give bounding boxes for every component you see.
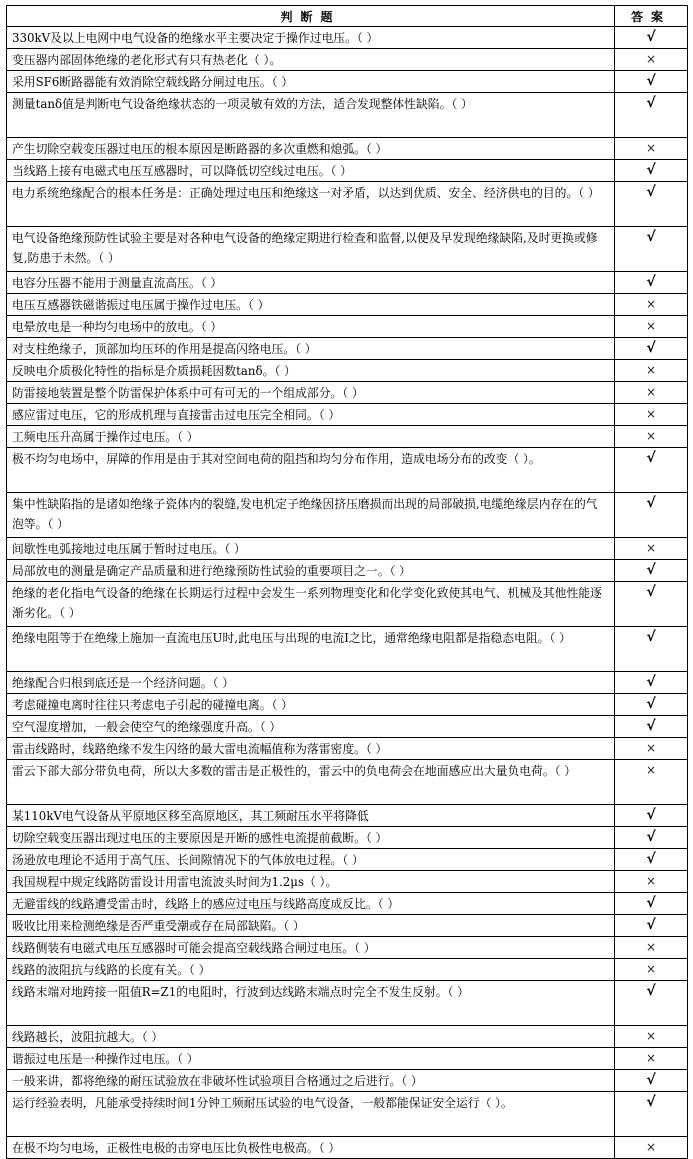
question-cell: 切除空载变压器出现过电压的主要原因是开断的感性电流提前截断。（ ） bbox=[7, 827, 615, 849]
table-row bbox=[7, 294, 688, 316]
table-row bbox=[7, 448, 688, 493]
question-cell: 考虑碰撞电离时往往只考虑电子引起的碰撞电离。（ ） bbox=[7, 694, 615, 716]
question-cell: 线路侧装有电磁式电压互感器时可能会提高空载线路合闸过电压。（ ） bbox=[7, 937, 615, 959]
question-cell: 绝缘的老化指电气设备的绝缘在长期运行过程中会发生一系列物理变化和化学变化致使其电气、机械及其他性能逐渐劣化。（ ） bbox=[7, 582, 615, 627]
question-cell: 感应雷过电压，它的形成机理与直接雷击过电压完全相同。（ ） bbox=[7, 404, 615, 426]
question-cell: 汤逊放电理论不适用于高气压、长间隙情况下的气体放电过程。（ ） bbox=[7, 849, 615, 871]
question-cell: 绝缘电阻等于在绝缘上施加一直流电压U时,此电压与出现的电流I之比，通常绝缘电阻都是指稳态电阻。（ ） bbox=[7, 627, 615, 672]
table-row bbox=[7, 1137, 688, 1159]
table-row bbox=[7, 27, 688, 49]
question-cell: 电容分压器不能用于测量直流高压。（ ） bbox=[7, 272, 615, 294]
answer-cell: × bbox=[615, 1048, 688, 1070]
answer-cell: × bbox=[615, 138, 688, 160]
table-row bbox=[7, 160, 688, 182]
question-cell: 对支柱绝缘子，顶部加均压环的作用是提高闪络电压。（ ） bbox=[7, 338, 615, 360]
answer-cell: √ bbox=[615, 93, 688, 138]
answer-cell: × bbox=[615, 426, 688, 448]
answer-cell: √ bbox=[615, 560, 688, 582]
question-cell: 空气湿度增加，一般会使空气的绝缘强度升高。（ ） bbox=[7, 716, 615, 738]
answer-cell: × bbox=[615, 1137, 688, 1159]
table-row bbox=[7, 582, 688, 627]
answer-cell: √ bbox=[615, 849, 688, 871]
question-cell: 产生切除空载变压器过电压的根本原因是断路器的多次重燃和熄弧。（ ） bbox=[7, 138, 615, 160]
question-cell: 反映电介质极化特性的指标是介质损耗因数tanδ。（ ） bbox=[7, 360, 615, 382]
table-row bbox=[7, 694, 688, 716]
answer-cell: × bbox=[615, 959, 688, 981]
answer-cell: × bbox=[615, 871, 688, 893]
question-cell: 线路越长，波阻抗越大。（ ） bbox=[7, 1026, 615, 1048]
table-row bbox=[7, 716, 688, 738]
answer-cell: × bbox=[615, 360, 688, 382]
table-row bbox=[7, 360, 688, 382]
table-row bbox=[7, 49, 688, 71]
answer-cell: √ bbox=[615, 338, 688, 360]
question-cell: 线路的波阻抗与线路的长度有关。（ ） bbox=[7, 959, 615, 981]
answer-cell: √ bbox=[615, 272, 688, 294]
table-row bbox=[7, 272, 688, 294]
question-cell: 某110kV电气设备从平原地区移至高原地区，其工频耐压水平将降低 bbox=[7, 805, 615, 827]
table-row bbox=[7, 915, 688, 937]
table-row bbox=[7, 1048, 688, 1070]
question-cell: 雷击线路时，线路绝缘不发生闪络的最大雷电流幅值称为落雷密度。（ ） bbox=[7, 738, 615, 760]
answer-cell: √ bbox=[615, 716, 688, 738]
question-cell: 一般来讲，都将绝缘的耐压试验放在非破坏性试验项目合格通过之后进行。（ ） bbox=[7, 1070, 615, 1092]
table-row bbox=[7, 893, 688, 915]
table-row bbox=[7, 959, 688, 981]
table-row bbox=[7, 1092, 688, 1137]
question-cell: 电压互感器铁磁谐振过电压属于操作过电压。（ ） bbox=[7, 294, 615, 316]
question-column-header: 判断题 bbox=[7, 6, 615, 27]
table-row bbox=[7, 338, 688, 360]
answer-cell: × bbox=[615, 382, 688, 404]
question-cell: 雷云下部大部分带负电荷，所以大多数的雷击是正极性的，雷云中的负电荷会在地面感应出大量负电荷。（ ） bbox=[7, 760, 615, 805]
question-cell: 运行经验表明，凡能承受持续时间1分钟工频耐压试验的电气设备，一般都能保证安全运行（ ）。 bbox=[7, 1092, 615, 1137]
question-cell: 谐振过电压是一种操作过电压。（ ） bbox=[7, 1048, 615, 1070]
table-row bbox=[7, 1070, 688, 1092]
table-row bbox=[7, 426, 688, 448]
true-false-quiz-table bbox=[6, 5, 688, 1159]
answer-cell: × bbox=[615, 1026, 688, 1048]
question-cell: 间歇性电弧接地过电压属于暂时过电压。（ ） bbox=[7, 538, 615, 560]
answer-column-header: 答案 bbox=[615, 6, 688, 27]
question-cell: 测量tanδ值是判断电气设备绝缘状态的一项灵敏有效的方法，适合发现整体性缺陷。（ ） bbox=[7, 93, 615, 138]
answer-cell: √ bbox=[615, 1092, 688, 1137]
question-cell: 当线路上接有电磁式电压互感器时，可以降低切空线过电压。（ ） bbox=[7, 160, 615, 182]
table-row bbox=[7, 182, 688, 227]
answer-cell: × bbox=[615, 738, 688, 760]
table-row bbox=[7, 71, 688, 93]
question-cell: 吸收比用来检测绝缘是否严重受潮或存在局部缺陷。（ ） bbox=[7, 915, 615, 937]
question-cell: 集中性缺陷指的是诸如绝缘子瓷体内的裂缝,发电机定子绝缘因挤压磨损而出现的局部破损,电缆绝缘层内存在的气泡等。（ ） bbox=[7, 493, 615, 538]
table-row bbox=[7, 805, 688, 827]
answer-cell: √ bbox=[615, 981, 688, 1026]
table-row bbox=[7, 404, 688, 426]
question-cell: 330kV及以上电网中电气设备的绝缘水平主要决定于操作过电压。（ ） bbox=[7, 27, 615, 49]
table-row bbox=[7, 1026, 688, 1048]
answer-cell: √ bbox=[615, 160, 688, 182]
answer-cell: √ bbox=[615, 71, 688, 93]
table-row bbox=[7, 760, 688, 805]
question-cell: 绝缘配合归根到底还是一个经济问题。（ ） bbox=[7, 672, 615, 694]
table-row bbox=[7, 627, 688, 672]
answer-cell: √ bbox=[615, 582, 688, 627]
answer-cell: √ bbox=[615, 805, 688, 827]
question-cell: 变压器内部固体绝缘的老化形式有只有热老化（ ）。 bbox=[7, 49, 615, 71]
answer-cell: × bbox=[615, 404, 688, 426]
answer-cell: √ bbox=[615, 448, 688, 493]
answer-cell: × bbox=[615, 760, 688, 805]
question-cell: 无避雷线的线路遭受雷击时，线路上的感应过电压与线路高度成反比。（ ） bbox=[7, 893, 615, 915]
question-cell: 工频电压升高属于操作过电压。（ ） bbox=[7, 426, 615, 448]
answer-cell: √ bbox=[615, 1070, 688, 1092]
question-cell: 防雷接地装置是整个防雷保护体系中可有可无的一个组成部分。（ ） bbox=[7, 382, 615, 404]
answer-cell: × bbox=[615, 538, 688, 560]
table-row bbox=[7, 538, 688, 560]
question-cell: 电晕放电是一种均匀电场中的放电。（ ） bbox=[7, 316, 615, 338]
answer-cell: √ bbox=[615, 227, 688, 272]
table-row bbox=[7, 227, 688, 272]
question-cell: 电力系统绝缘配合的根本任务是：正确处理过电压和绝缘这一对矛盾，以达到优质、安全、经济供电的目的。（ ） bbox=[7, 182, 615, 227]
answer-cell: × bbox=[615, 937, 688, 959]
answer-cell: × bbox=[615, 49, 688, 71]
answer-cell: √ bbox=[615, 893, 688, 915]
table-row bbox=[7, 672, 688, 694]
answer-cell: √ bbox=[615, 672, 688, 694]
table-row bbox=[7, 871, 688, 893]
question-cell: 电气设备绝缘预防性试验主要是对各种电气设备的绝缘定期进行检查和监督,以便及早发现绝缘缺陷,及时更换或修复,防患于未然。（ ） bbox=[7, 227, 615, 272]
table-row bbox=[7, 849, 688, 871]
table-row bbox=[7, 738, 688, 760]
table-row bbox=[7, 93, 688, 138]
table-row bbox=[7, 937, 688, 959]
table-header-row bbox=[7, 6, 688, 27]
table-row bbox=[7, 560, 688, 582]
answer-cell: × bbox=[615, 294, 688, 316]
table-row bbox=[7, 382, 688, 404]
question-cell: 极不均匀电场中，屏障的作用是由于其对空间电荷的阻挡和均匀分布作用，造成电场分布的改变（ ）。 bbox=[7, 448, 615, 493]
answer-cell: √ bbox=[615, 694, 688, 716]
quiz-table-wrapper bbox=[6, 5, 688, 1159]
answer-cell: √ bbox=[615, 493, 688, 538]
question-cell: 我国规程中规定线路防雷设计用雷电流波头时间为1.2μs（ ）。 bbox=[7, 871, 615, 893]
answer-cell: √ bbox=[615, 627, 688, 672]
answer-cell: √ bbox=[615, 827, 688, 849]
table-row bbox=[7, 827, 688, 849]
table-row bbox=[7, 493, 688, 538]
table-row bbox=[7, 316, 688, 338]
answer-cell: √ bbox=[615, 915, 688, 937]
question-cell: 采用SF6断路器能有效消除空载线路分闸过电压。（ ） bbox=[7, 71, 615, 93]
question-cell: 局部放电的测量是确定产品质量和进行绝缘预防性试验的重要项目之一。（ ） bbox=[7, 560, 615, 582]
answer-cell: √ bbox=[615, 27, 688, 49]
question-cell: 线路末端对地跨接一阻值R=Z1的电阻时，行波到达线路末端点时完全不发生反射。（ ） bbox=[7, 981, 615, 1026]
question-cell: 在极不均匀电场，正极性电极的击穿电压比负极性电极高。（ ） bbox=[7, 1137, 615, 1159]
answer-cell: × bbox=[615, 316, 688, 338]
table-row bbox=[7, 138, 688, 160]
answer-cell: √ bbox=[615, 182, 688, 227]
table-row bbox=[7, 981, 688, 1026]
